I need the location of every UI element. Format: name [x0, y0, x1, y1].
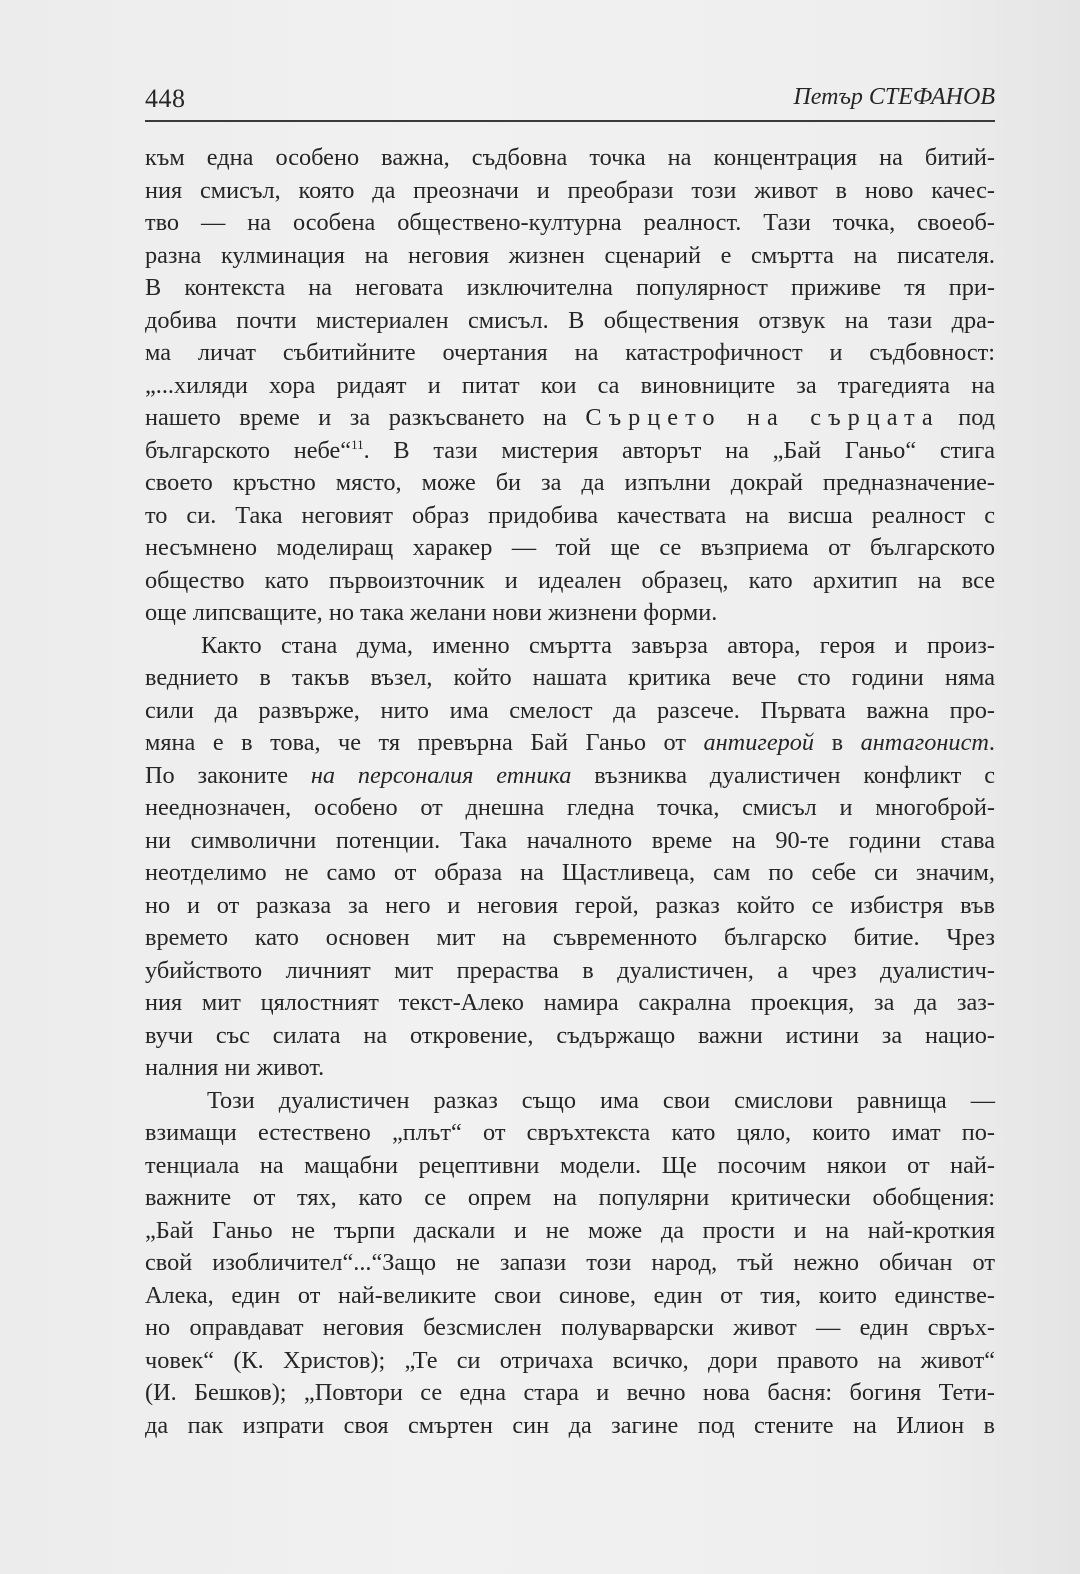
text-line: ни символични потенции. Така началното време на 90-те години става	[145, 826, 995, 854]
text-run: .	[988, 729, 995, 756]
text-line: Както стана дума, именно смъртта завърза автора, героя и произ-	[201, 631, 995, 659]
text-line: вучи със силата на откровение, съдържащо важни истини за нацио-	[145, 1021, 995, 1049]
body-text	[145, 142, 995, 1442]
text-line: тво — на особена обществено-културна реалност. Тази точка, своеоб-	[145, 209, 995, 236]
text-line: нееднозначен, особено от днешна гледна точка, смисъл и многобрoй-	[145, 794, 995, 821]
text-line: Този дуалистичен разказ също има свои смислови равнища —	[207, 1086, 995, 1114]
spaced-emphasis: Сърцето на сърцата	[585, 404, 940, 431]
text-line: но оправдават неговия безсмислен полуварварски живот — един свръх-	[145, 1314, 995, 1341]
text-line: времето като основен мит на съвременното българско битие. Чрез	[145, 924, 995, 951]
running-head-author: Петър СТЕФАНОВ	[793, 84, 995, 110]
text-line: „...хиляди хора ридаят и питат кои са виновниците за трагедията на	[145, 371, 995, 399]
text-line: (И. Бешков); „Повтори се една стара и вечно нова басня: богиня Тети-	[145, 1379, 995, 1406]
text-line: тенциала на мащабни рецептивни модели. Ще посочим някои от най-	[145, 1151, 995, 1179]
italic-term: антигерой	[703, 729, 815, 756]
text-line: важните от тях, като се опрем на популярни критически обобщения:	[145, 1184, 995, 1211]
text-line: ния смисъл, която да преозначи и преобрази този живот в ново качес-	[145, 176, 995, 204]
text-line: взимащи естествено „плът“ от свръхтекста като цяло, които имат по-	[145, 1119, 995, 1146]
text-line: разна кулминация на неговия жизнен сценарий е смъртта на писателя.	[145, 241, 995, 269]
text-line: към една особено важна, съдбовна точка на концентрация на битий-	[145, 144, 995, 171]
paragraph-2	[145, 630, 995, 1085]
text-line	[145, 402, 995, 435]
page-header	[145, 84, 995, 122]
footnote-reference: 11	[351, 436, 364, 452]
text-line	[145, 435, 995, 468]
text-line: Алека, един от най-великите свои синове, един от тия, които единстве-	[145, 1281, 995, 1309]
paragraph-3	[145, 1085, 995, 1443]
text-run: българското небе“	[145, 436, 352, 464]
text-line: налния ни живот.	[145, 1054, 325, 1081]
text-line: своето кръстно място, може би за да изпълни докрай предназначение-	[145, 469, 995, 496]
text-line: „Бай Ганьо не търпи даскали и не може да прости и на най-кроткия	[145, 1216, 995, 1244]
text-line: несъмнено моделиращ харакер — той ще се възприема от българското	[145, 534, 995, 561]
text-run: мяна е в това, че тя превърна Бай Ганьо от	[145, 729, 686, 756]
text-line: човек“ (К. Христов); „Те си отричаха всичко, дори правото на живот“	[145, 1346, 995, 1374]
text-line: ния мит цялостният текст-Алеко намира сакрална проекция, за да заз-	[145, 989, 995, 1016]
text-line: ма личат събитийните очертания на катастрофичност и съдбовност:	[145, 339, 995, 366]
text-line: добива почти мистериален смисъл. В обществения отзвук на тази дра-	[145, 306, 995, 334]
text-line: сили да развърже, нито има смелост да разсече. Първата важна про-	[145, 696, 995, 724]
text-run: под	[958, 404, 996, 431]
text-line	[145, 727, 995, 760]
text-line	[145, 760, 995, 793]
text-line: общество като първоизточник и идеален образец, като архитип на все	[145, 566, 995, 594]
text-run: По законите	[145, 761, 289, 789]
text-line: убийството личният мит прераства в дуалистичен, а чрез дуалистич-	[145, 956, 995, 984]
text-line: то си. Така неговият образ придобива качествата на висша реалност с	[145, 501, 995, 529]
text-run: . В тази мистерия авторът на „Бай Ганьо“ стига	[363, 436, 995, 464]
paragraph-1	[145, 142, 995, 630]
text-line: В контекста на неговата изключителна популярност приживе тя при-	[145, 274, 995, 301]
page-number: 448	[145, 84, 186, 113]
text-run: в	[831, 729, 844, 756]
text-line: свой изобличител“...“Защо не запази този народ, тъй нежно обичан от	[145, 1249, 995, 1276]
text-line: да пак изпрати своя смъртен син да загине под стените на Илион в	[145, 1411, 995, 1439]
text-run: възниква дуалистичен конфликт с	[594, 761, 996, 789]
text-line: но и от разказа за него и неговия герой, разказ който се избистря във	[145, 891, 995, 919]
italic-term: на персоналия етника	[310, 761, 572, 789]
text-line: още липсващите, но така желани нови жизнени форми.	[145, 599, 718, 626]
text-line: веднието в такъв възел, който нашата критика вече сто години няма	[145, 664, 995, 691]
italic-term: антагонист	[860, 729, 989, 756]
text-run: нашето време и за разкъсването на	[145, 404, 567, 431]
text-line: неотделимо не само от образа на Щастливеца, сам по себе си значим,	[145, 859, 995, 886]
